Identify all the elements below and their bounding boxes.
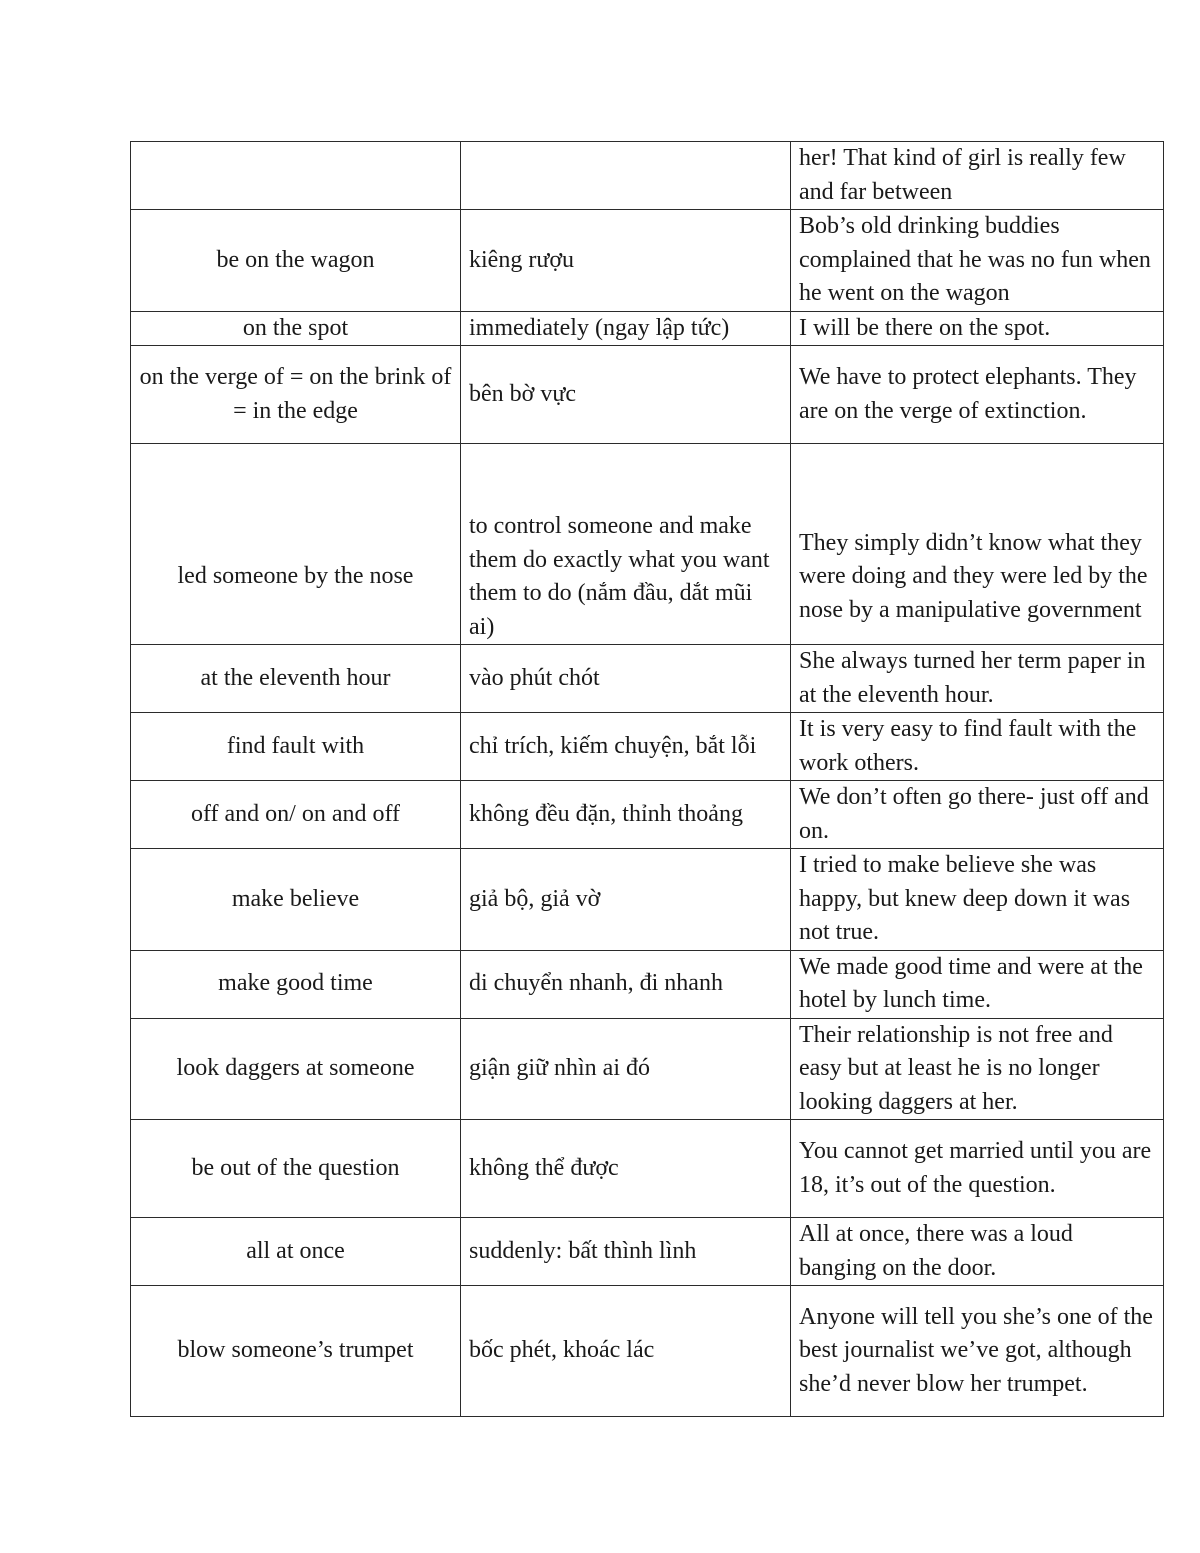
table-row xyxy=(131,1120,1164,1218)
example-cell: All at once, there was a loud banging on the door. xyxy=(791,1218,1164,1286)
example-cell: You cannot get married until you are 18, it’s out of the question. xyxy=(791,1120,1164,1218)
table-row xyxy=(131,645,1164,713)
meaning-cell: bốc phét, khoác lác xyxy=(461,1286,791,1417)
example-cell: her! That kind of girl is really few and far between xyxy=(791,142,1164,210)
meaning-cell xyxy=(461,142,791,210)
idiom-table xyxy=(130,141,1164,1417)
example-cell: They simply didn’t know what they were doing and they were led by the nose by a manipulative government xyxy=(791,444,1164,645)
meaning-cell: di chuyển nhanh, đi nhanh xyxy=(461,950,791,1018)
table-row xyxy=(131,210,1164,312)
table-row xyxy=(131,346,1164,444)
meaning-cell: suddenly: bất thình lình xyxy=(461,1218,791,1286)
meaning-cell: bên bờ vực xyxy=(461,346,791,444)
table-row xyxy=(131,1218,1164,1286)
example-cell: We made good time and were at the hotel by lunch time. xyxy=(791,950,1164,1018)
meaning-cell: giả bộ, giả vờ xyxy=(461,849,791,951)
example-cell: I will be there on the spot. xyxy=(791,311,1164,346)
meaning-cell: immediately (ngay lập tức) xyxy=(461,311,791,346)
idiom-cell: be on the wagon xyxy=(131,210,461,312)
example-cell: She always turned her term paper in at the eleventh hour. xyxy=(791,645,1164,713)
table-row xyxy=(131,444,1164,645)
example-cell: Anyone will tell you she’s one of the best journalist we’ve got, although she’d never blow her trumpet. xyxy=(791,1286,1164,1417)
table-row xyxy=(131,950,1164,1018)
table-row xyxy=(131,849,1164,951)
example-cell: We don’t often go there- just off and on. xyxy=(791,781,1164,849)
meaning-cell: chỉ trích, kiếm chuyện, bắt lỗi xyxy=(461,713,791,781)
idiom-cell: make believe xyxy=(131,849,461,951)
idiom-cell: be out of the question xyxy=(131,1120,461,1218)
meaning-cell: không đều đặn, thỉnh thoảng xyxy=(461,781,791,849)
idiom-cell: blow someone’s trumpet xyxy=(131,1286,461,1417)
table-row xyxy=(131,713,1164,781)
meaning-cell: giận giữ nhìn ai đó xyxy=(461,1018,791,1120)
example-cell: We have to protect elephants. They are on the verge of extinction. xyxy=(791,346,1164,444)
table-row xyxy=(131,311,1164,346)
meaning-cell: vào phút chót xyxy=(461,645,791,713)
idiom-cell: led someone by the nose xyxy=(131,444,461,645)
example-cell: Bob’s old drinking buddies complained that he was no fun when he went on the wagon xyxy=(791,210,1164,312)
idiom-cell: on the spot xyxy=(131,311,461,346)
meaning-cell: kiêng rượu xyxy=(461,210,791,312)
table-row xyxy=(131,781,1164,849)
idiom-cell: at the eleventh hour xyxy=(131,645,461,713)
meaning-cell: to control someone and make them do exactly what you want them to do (nắm đầu, dắt mũi ai) xyxy=(461,444,791,645)
meaning-cell: không thể được xyxy=(461,1120,791,1218)
idiom-cell: look daggers at someone xyxy=(131,1018,461,1120)
table-row xyxy=(131,142,1164,210)
idiom-cell: all at once xyxy=(131,1218,461,1286)
table-row xyxy=(131,1018,1164,1120)
idiom-cell: on the verge of = on the brink of = in the edge xyxy=(131,346,461,444)
idiom-cell: off and on/ on and off xyxy=(131,781,461,849)
idiom-cell: find fault with xyxy=(131,713,461,781)
example-cell: Their relationship is not free and easy but at least he is no longer looking daggers at her. xyxy=(791,1018,1164,1120)
idiom-cell: make good time xyxy=(131,950,461,1018)
example-cell: I tried to make believe she was happy, but knew deep down it was not true. xyxy=(791,849,1164,951)
table-row xyxy=(131,1286,1164,1417)
idiom-cell xyxy=(131,142,461,210)
example-cell: It is very easy to find fault with the work others. xyxy=(791,713,1164,781)
